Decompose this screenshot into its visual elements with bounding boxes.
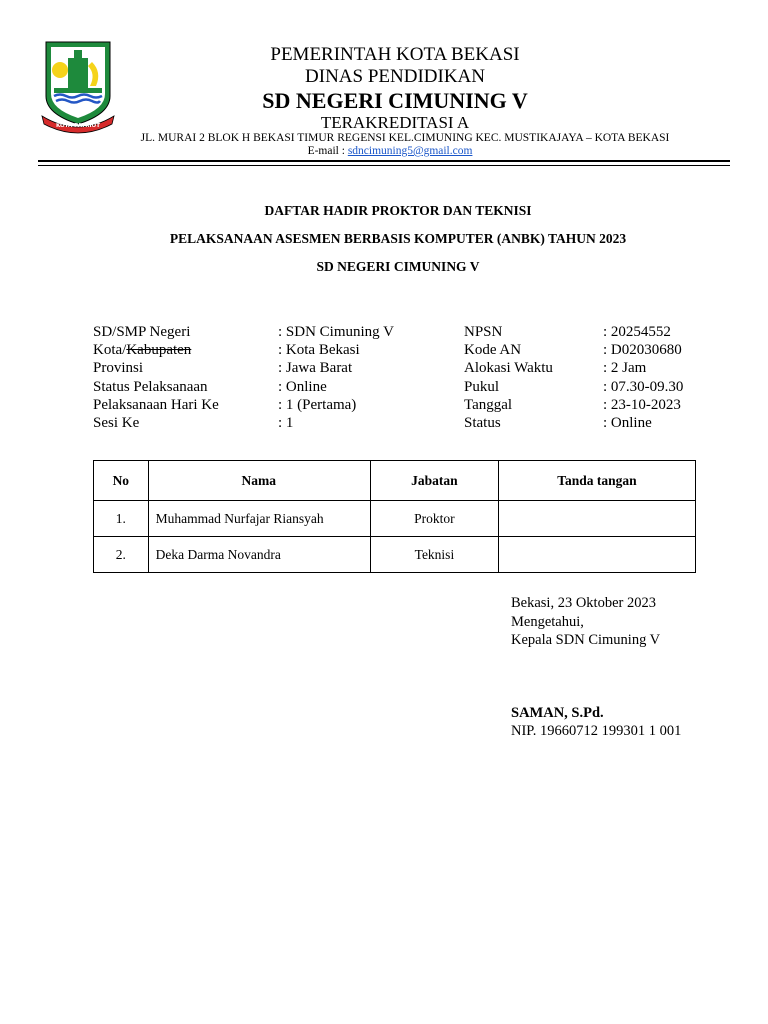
- kota-bekasi-emblem: [40, 38, 116, 134]
- label-session: Sesi Ke: [93, 415, 140, 432]
- label-status: Status: [464, 415, 501, 432]
- letterhead-school-name: SD NEGERI CIMUNING V: [262, 88, 528, 113]
- table-row: [94, 501, 696, 537]
- value-code: : D02030680: [603, 342, 682, 359]
- value-time-alloc: : 2 Jam: [603, 360, 647, 377]
- signature-position: Kepala SDN Cimuning V: [511, 632, 661, 648]
- email-separator: :: [338, 145, 348, 157]
- letterhead-accreditation: TERAKREDITASI A: [320, 113, 470, 132]
- signature-acknowledged: Mengetahui,: [511, 614, 584, 630]
- value-day: : 1 (Pertama): [278, 396, 357, 413]
- label-day: Pelaksanaan Hari Ke: [93, 396, 219, 413]
- cell-signature[interactable]: [498, 501, 695, 537]
- label-province: Provinsi: [93, 360, 144, 377]
- header-no: No: [94, 461, 149, 501]
- value-status: : Online: [603, 415, 652, 432]
- label-hour: Pukul: [464, 378, 500, 395]
- header-signature: Tanda tangan: [498, 461, 695, 501]
- info-left-values: [278, 323, 394, 432]
- value-status-exec: : Online: [278, 378, 327, 395]
- document-title: DAFTAR HADIR PROKTOR DAN TEKNISI: [264, 203, 532, 218]
- info-right-values: [603, 323, 683, 432]
- letterhead-rule-thick: [38, 160, 730, 162]
- signature-place-date: Bekasi, 23 Oktober 2023: [511, 595, 656, 611]
- cell-no: 2.: [94, 537, 149, 573]
- letterhead-government: PEMERINTAH KOTA BEKASI: [270, 44, 520, 65]
- label-school-type: SD/SMP Negeri: [93, 324, 191, 340]
- label-date: Tanggal: [464, 396, 513, 413]
- label-npsn: NPSN: [464, 324, 503, 340]
- signature-nip: NIP. 19660712 199301 1 001: [511, 723, 682, 739]
- email-link[interactable]: sdncimuning5@gmail.com: [347, 145, 473, 157]
- label-status-exec: Status Pelaksanaan: [93, 378, 208, 395]
- cell-no: 1.: [94, 501, 149, 537]
- value-session: : 1: [278, 415, 294, 432]
- cell-position: Proktor: [370, 501, 498, 537]
- cell-name: Muhammad Nurfajar Riansyah: [148, 501, 370, 537]
- value-date: : 23-10-2023: [603, 396, 681, 413]
- table-row: [94, 537, 696, 573]
- letterhead-address: JL. MURAI 2 BLOK H BEKASI TIMUR REGENSI KEL.CIMUNING KEC. MUSTIKAJAYA – KOTA BEKASI: [140, 132, 670, 144]
- letterhead-email-line: [100, 145, 680, 157]
- info-right-labels: [464, 323, 553, 432]
- cell-position: Teknisi: [370, 537, 498, 573]
- cell-signature[interactable]: [498, 537, 695, 573]
- document-school: SD NEGERI CIMUNING V: [316, 259, 480, 274]
- signature-name: SAMAN, S.Pd.: [511, 705, 604, 721]
- letterhead-rule-thin: [38, 165, 730, 166]
- document-subtitle: PELAKSANAAN ASESMEN BERBASIS KOMPUTER (ANBK) TAHUN 2023: [169, 231, 627, 246]
- cell-name: Deka Darma Novandra: [148, 537, 370, 573]
- header-name: Nama: [148, 461, 370, 501]
- value-npsn: : 20254552: [603, 324, 671, 340]
- label-code: Kode AN: [464, 342, 522, 359]
- value-province: : Jawa Barat: [278, 360, 353, 377]
- value-city: : Kota Bekasi: [278, 342, 360, 359]
- value-hour: : 07.30-09.30: [603, 378, 684, 395]
- email-label: E-mail: [307, 145, 339, 157]
- value-school: : SDN Cimuning V: [278, 324, 394, 340]
- label-city: Kota/Kabupaten: [93, 342, 192, 359]
- logo-text: KOTA PATRIOT: [55, 123, 101, 129]
- letterhead-department: DINAS PENDIDIKAN: [305, 66, 485, 87]
- info-left-labels: [93, 323, 219, 432]
- label-time-alloc: Alokasi Waktu: [464, 360, 553, 377]
- attendance-table: [93, 460, 696, 573]
- table-header-row: [94, 461, 696, 501]
- header-position: Jabatan: [370, 461, 498, 501]
